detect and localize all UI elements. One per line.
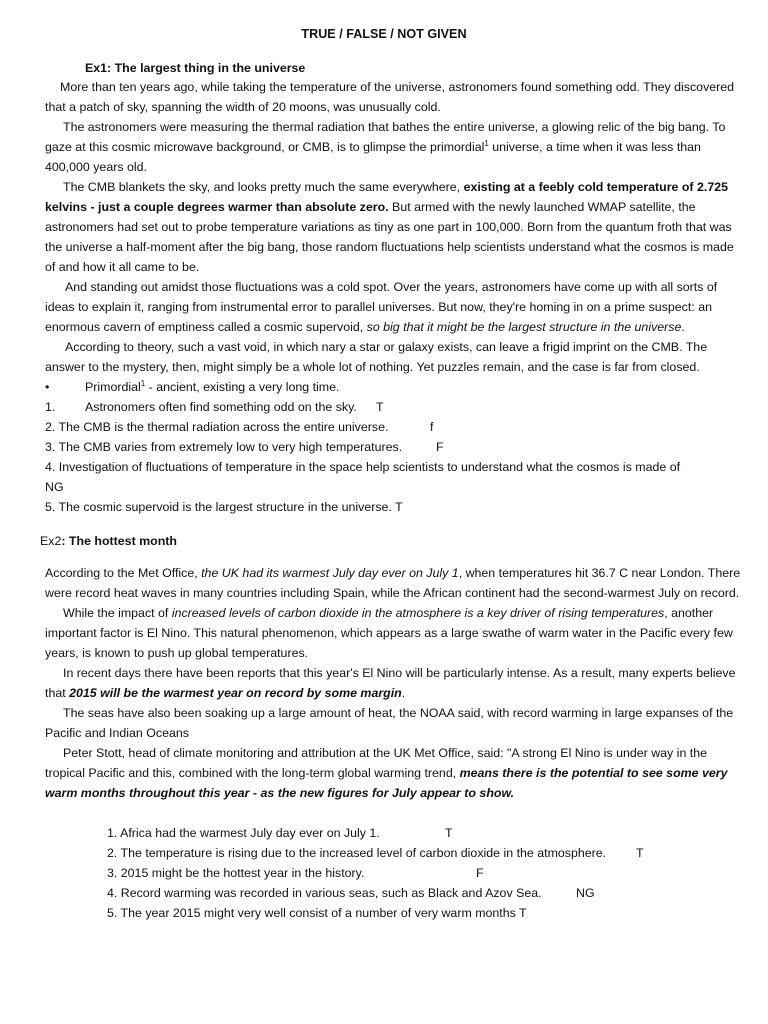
ex2-paragraph-2-text-b: , another important factor is El Nino. This natural phenomenon, which appears as a large swathe of warm water in the Pacific every few years, is known to push up global temperatures. xyxy=(45,606,733,660)
ex1-q2-answer: f xyxy=(430,420,434,434)
ex1-q3-answer: F xyxy=(436,440,444,454)
ex2-paragraph-1-italic: the UK had its warmest July day ever on July 1 xyxy=(201,566,459,580)
ex2-heading xyxy=(40,531,177,551)
ex2-paragraph-5-text-a: Peter Stott, head of climate monitoring and attribution at the UK Met Office, said: "A strong El Nino is under way in the tropical Pacific and this, combined with the long-term global warming trend, xyxy=(45,746,707,780)
ex1-paragraph-1: More than ten years ago, while taking the temperature of the universe, astronomers found something odd. They discovered that a patch of sky, spanning the width of 20 moons, was unusually cold. xyxy=(45,80,735,114)
ex1-paragraph-4-text-b: . xyxy=(681,320,685,334)
ex2-paragraph-2-text-a: While the impact of xyxy=(63,606,172,620)
ex2-q4-text: 4. Record warming was recorded in various seas, such as Black and Azov Sea. xyxy=(107,886,542,900)
ex1-paragraph-3-text-b: But armed with the newly launched WMAP satellite, the astronomers had set out to probe temperature variations as tiny as one part in 100,000. Born from the quantum froth that was the universe a half-moment after the big bang, those random fluctuations help scientists understand what the cosmos is made of and how it all came to be. xyxy=(45,200,734,274)
ex1-paragraph-4 xyxy=(45,277,745,337)
page-title: TRUE / FALSE / NOT GIVEN xyxy=(301,27,467,41)
ex1-heading: Ex1: The largest thing in the universe xyxy=(85,61,306,75)
ex1-paragraph-4-text-a: And standing out amidst those fluctuations was a cold spot. Over the years, astronomers have come up with all sorts of ideas to explain it, ranging from instrumental error to parallel universes. But now, they're homing in on a prime suspect: an enormous cavern of emptiness called a cosmic supervoid, xyxy=(45,280,718,334)
ex1-q1-number: 1. xyxy=(45,400,56,414)
ex2-q3-text: 3. 2015 might be the hottest year in the history. xyxy=(107,866,365,880)
ex1-q5-text: 5. The cosmic supervoid is the largest structure in the universe. T xyxy=(45,500,403,514)
ex1-q4-answer: NG xyxy=(45,480,64,494)
ex2-q3-answer: F xyxy=(476,866,484,880)
ex2-q2-text: 2. The temperature is rising due to the increased level of carbon dioxide in the atmosphere. xyxy=(107,846,607,860)
ex1-paragraph-3-text-a: The CMB blankets the sky, and looks pretty much the same everywhere, xyxy=(63,180,464,194)
ex2-passage xyxy=(45,563,745,803)
ex1-footnote-marker: 1 xyxy=(484,138,489,148)
ex1-paragraph-2-text-a: The astronomers were measuring the thermal radiation that bathes the entire universe, a glowing relic of the big bang. To gaze at this cosmic microwave background, or CMB, is to glimpse the primordial xyxy=(45,120,726,154)
ex2-q5-text: 5. The year 2015 might very well consist of a number of very warm months T xyxy=(107,906,527,920)
ex1-q1-text: Astronomers often find something odd on the sky. xyxy=(85,400,357,414)
ex1-q1-answer: T xyxy=(376,400,384,414)
ex1-paragraph-3-bold: existing at a feebly cold temperature of 2.725 kelvins - just a couple degrees warmer than absolute zero. xyxy=(45,180,729,214)
ex2-paragraph-5 xyxy=(45,743,745,803)
ex1-paragraph-2-text-b: universe, a time when it was less than 400,000 years old. xyxy=(45,140,701,174)
ex1-footnote xyxy=(85,377,339,397)
ex1-paragraph-4-italic: so big that it might be the largest structure in the universe xyxy=(366,320,682,334)
ex2-paragraph-3-italic: 2015 will be the warmest year on record by some margin xyxy=(69,686,402,700)
ex2-paragraph-1 xyxy=(45,563,745,603)
ex2-heading-title: : The hottest month xyxy=(61,534,177,548)
ex2-paragraph-3-text-b: . xyxy=(401,686,406,700)
ex2-paragraph-4: The seas have also been soaking up a large amount of heat, the NOAA said, with record warming in large expanses of the Pacific and Indian Oceans xyxy=(45,706,734,740)
ex1-q3-text: 3. The CMB varies from extremely low to very high temperatures. xyxy=(45,440,403,454)
ex2-heading-label: Ex2 xyxy=(40,534,62,548)
ex2-q1-answer: T xyxy=(445,826,453,840)
ex1-q4-text: 4. Investigation of fluctuations of temperature in the space help scientists to understand what the cosmos is made of xyxy=(45,460,681,474)
ex1-footnote-definition: - ancient, existing a very long time. xyxy=(145,380,340,394)
ex2-q1-text: 1. Africa had the warmest July day ever on July 1. xyxy=(107,826,380,840)
ex2-paragraph-2-italic: increased levels of carbon dioxide in the atmosphere is a key driver of rising temperatures xyxy=(171,606,665,620)
ex2-paragraph-3-text-a: In recent days there have been reports that this year's El Nino will be particularly intense. As a result, many experts believe that xyxy=(45,666,736,700)
ex2-paragraph-1-text-b: , when temperatures hit 36.7 C near London. There were record heat waves in many countries including Spain, while the African continent had the second-warmest July on record. xyxy=(45,566,741,600)
ex1-footnote-term: Primordial xyxy=(85,380,141,394)
ex1-q2-text: 2. The CMB is the thermal radiation across the entire universe. xyxy=(45,420,389,434)
ex2-q2-answer: T xyxy=(636,846,644,860)
ex1-passage xyxy=(45,77,745,377)
ex1-paragraph-2 xyxy=(45,117,745,177)
ex2-paragraph-5-italic: means there is the potential to see some very warm months throughout this year - as the new figures for July appear to show. xyxy=(45,766,728,800)
ex2-q4-answer: NG xyxy=(576,886,595,900)
ex1-paragraph-5: According to theory, such a vast void, in which nary a star or galaxy exists, can leave a frigid imprint on the CMB. The answer to the mystery, then, might simply be a whole lot of nothing. Yet puzzles remain, and the case is far from closed. xyxy=(45,340,708,374)
ex2-paragraph-2 xyxy=(45,603,745,663)
ex1-footnote-bullet: • xyxy=(45,380,50,394)
ex1-paragraph-3 xyxy=(45,177,745,277)
ex1-footnote-sup: 1 xyxy=(140,378,146,388)
ex2-paragraph-1-text-a: According to the Met Office, xyxy=(45,566,202,580)
ex2-paragraph-3 xyxy=(45,663,745,703)
